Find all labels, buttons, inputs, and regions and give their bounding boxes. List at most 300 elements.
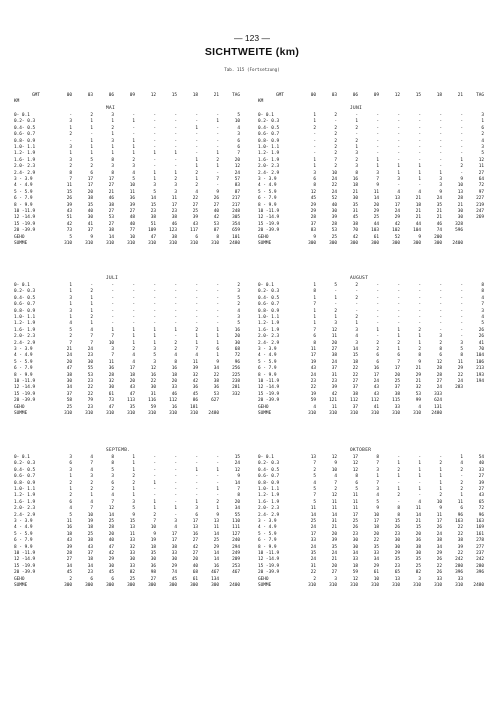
table-cell: 1 — [439, 170, 442, 176]
table-cell: 20 — [331, 531, 337, 537]
table-row — [258, 139, 494, 145]
table-cell: 300 — [85, 583, 93, 588]
table-cell: 87 — [213, 228, 219, 234]
table-cell: 38 — [66, 372, 72, 378]
table-cell: 11 — [66, 519, 72, 524]
table-cell: - — [313, 151, 316, 157]
table-cell: 247 — [476, 209, 484, 214]
table-cell: - — [216, 302, 219, 308]
table-cell: - — [418, 138, 421, 144]
table-row — [258, 158, 494, 164]
table-cell: 3 — [439, 177, 442, 182]
table-cell: 23 — [171, 209, 177, 214]
table-cell: 23 — [352, 531, 358, 537]
table-cell: 73 — [66, 228, 72, 234]
table-row — [14, 196, 250, 202]
table-cell: 1 — [439, 474, 442, 480]
table-cell: 242 — [476, 557, 484, 563]
table-row — [258, 190, 494, 196]
table-cell: 7 — [313, 461, 316, 467]
row-label: 8 - 9.9 — [258, 544, 277, 550]
table-cell: 300 — [371, 241, 379, 246]
table-cell: 1 — [376, 327, 379, 333]
table-row — [258, 228, 494, 234]
table-cell: 24 — [331, 551, 337, 556]
table-cell: 39 — [331, 385, 337, 391]
table-cell: 28 — [108, 372, 114, 378]
table-cell: 1 — [313, 157, 316, 163]
table-cell: 310 — [190, 411, 198, 416]
table-row — [14, 506, 250, 512]
table-cell: 328 — [455, 221, 463, 227]
table-cell: 217 — [232, 202, 240, 208]
table-cell: 11 — [129, 189, 135, 195]
table-cell: 1 — [195, 164, 198, 170]
table-cell: 42 — [192, 379, 198, 384]
gmt-label: GMT — [276, 93, 284, 98]
table-cell: 12 — [234, 164, 240, 170]
table-cell: 74 — [171, 570, 177, 576]
table-cell: 47 — [66, 366, 72, 372]
table-cell: 42 — [213, 215, 219, 221]
table-cell: 25 — [373, 215, 379, 221]
table-cell: 59 — [150, 404, 156, 410]
table-cell: 30 — [234, 340, 240, 346]
table-cell: - — [460, 334, 463, 340]
table-cell: 13 — [394, 576, 400, 582]
month-name: SEPTEMB. — [106, 448, 131, 453]
table-cell: 47 — [108, 404, 114, 410]
table-cell: 20 — [331, 563, 337, 569]
table-cell: 52 — [394, 234, 400, 240]
table-row — [258, 385, 494, 391]
table-cell: 2 — [334, 145, 337, 150]
table-cell: 2400 — [229, 583, 240, 588]
table-cell: 3 — [334, 576, 337, 582]
table-cell: 2 — [418, 347, 421, 352]
row-label: SUMME — [258, 241, 272, 246]
table-cell: 5 — [237, 113, 240, 118]
table-cell: 39 — [66, 202, 72, 208]
table-cell: 8 — [397, 506, 400, 512]
table-cell: - — [216, 315, 219, 320]
table-cell: - — [153, 132, 156, 138]
table-cell: - — [460, 321, 463, 327]
table-cell: 9 — [216, 189, 219, 195]
table-cell: 1 — [132, 138, 135, 144]
table-cell: - — [460, 302, 463, 308]
table-cell: - — [439, 315, 442, 320]
table-cell: 1 — [216, 119, 219, 125]
row-label: 0.2- 0.3 — [258, 119, 280, 125]
table-row — [14, 577, 250, 583]
table-cell: 5 — [355, 487, 358, 492]
table-cell: 33 — [129, 563, 135, 569]
table-cell: 1 — [397, 487, 400, 492]
table-cell: 2 — [174, 340, 177, 346]
table-cell: 23 — [310, 379, 316, 384]
table-cell: - — [439, 132, 442, 138]
table-cell: 3 — [132, 164, 135, 170]
row-label: 0.4- 0.5 — [14, 295, 36, 301]
table-cell: 42 — [394, 221, 400, 227]
table-cell: 1 — [313, 283, 316, 288]
table-cell: 24 — [331, 177, 337, 182]
table-cell: 31 — [331, 372, 337, 378]
table-cell: 310 — [148, 411, 156, 416]
table-cell: 1 — [132, 493, 135, 499]
table-cell: 68 — [234, 347, 240, 352]
table-cell: 2 — [132, 347, 135, 352]
table-cell: 310 — [350, 411, 358, 416]
table-cell: 1 — [313, 164, 316, 170]
table-cell: 48 — [129, 215, 135, 221]
row-label: GEHO — [258, 234, 269, 240]
row-label: 5 - 5.9 — [258, 189, 277, 195]
row-label: 2.0- 2.3 — [14, 334, 36, 340]
table-cell: 3 — [334, 321, 337, 327]
row-label: 15 -19.9 — [258, 221, 280, 227]
table-cell: 310 — [85, 241, 93, 246]
table-cell: 33 — [457, 576, 463, 582]
table-cell: 467 — [232, 570, 240, 576]
table-cell: 3 — [153, 359, 156, 365]
table-cell: 98 — [150, 570, 156, 576]
table-cell: - — [216, 170, 219, 176]
table-cell: 12 — [310, 189, 316, 195]
table-cell: - — [153, 321, 156, 327]
row-label: 15 -19.9 — [14, 563, 36, 569]
table-cell: 86 — [192, 398, 198, 404]
table-cell: 1 — [418, 474, 421, 480]
table-cell: 23 — [87, 404, 93, 410]
hour-header: 15 — [415, 93, 421, 98]
table-cell: 11 — [310, 347, 316, 352]
table-cell: 310 — [211, 241, 219, 246]
table-cell: 1 — [216, 467, 219, 473]
table-row — [14, 215, 250, 221]
table-cell: 15 — [129, 519, 135, 524]
table-cell: 38 — [457, 538, 463, 544]
table-row — [14, 360, 250, 366]
table-cell: 1 — [418, 164, 421, 170]
table-cell: 41 — [373, 404, 379, 410]
table-cell: - — [439, 455, 442, 460]
table-row — [258, 309, 494, 315]
table-cell: 45 — [192, 391, 198, 397]
row-label: 0.4- 0.5 — [258, 295, 280, 301]
table-cell: 57 — [234, 177, 240, 182]
table-cell: 21 — [415, 215, 421, 221]
hour-header: 00 — [310, 93, 316, 98]
table-cell: 248 — [232, 209, 240, 214]
table-cell: - — [111, 283, 114, 288]
table-cell: 4 — [174, 525, 177, 531]
table-cell: - — [195, 145, 198, 150]
table-row — [14, 411, 250, 417]
table-cell: 40 — [213, 209, 219, 214]
table-cell: 13 — [310, 455, 316, 460]
table-cell: - — [90, 132, 93, 138]
table-cell: 5 — [90, 157, 93, 163]
row-label: 12 -14.9 — [258, 385, 280, 391]
table-cell: 39 — [331, 538, 337, 544]
table-cell: 659 — [232, 228, 240, 234]
table-cell: 30 — [394, 544, 400, 550]
table-cell: 11 — [457, 499, 463, 505]
table-cell: 8 — [111, 170, 114, 176]
table-cell: - — [216, 308, 219, 314]
table-cell: 22 — [457, 525, 463, 531]
table-cell: 1 — [153, 480, 156, 486]
table-cell: 310 — [64, 411, 72, 416]
table-cell: 2 — [174, 347, 177, 352]
table-cell: 96 — [457, 512, 463, 518]
table-cell: 4 — [90, 499, 93, 505]
table-cell: 82 — [415, 570, 421, 576]
table-cell: 22 — [457, 551, 463, 556]
table-cell: - — [418, 151, 421, 157]
table-cell: 33 — [310, 538, 316, 544]
table-cell: 17 — [129, 366, 135, 372]
table-cell: 3 — [397, 177, 400, 182]
table-cell: 1 — [90, 138, 93, 144]
row-label: 1.2- 1.9 — [14, 321, 36, 327]
table-cell: - — [153, 283, 156, 288]
row-label: 20 -39.9 — [258, 228, 280, 234]
table-cell: 1 — [216, 164, 219, 170]
row-label: 8 - 9.9 — [14, 372, 33, 378]
table-cell: 17 — [352, 455, 358, 460]
table-cell: 238 — [232, 379, 240, 384]
table-cell: 35 — [373, 544, 379, 550]
table-cell: 7 — [376, 480, 379, 486]
table-cell: 7 — [90, 461, 93, 467]
table-cell: 13 — [192, 525, 198, 531]
table-cell: 22 — [436, 563, 442, 569]
table-cell: 219 — [476, 202, 484, 208]
table-cell: - — [174, 295, 177, 301]
table-cell: 1 — [418, 334, 421, 340]
table-cell: - — [439, 302, 442, 308]
table-cell: 2 — [355, 157, 358, 163]
row-label: 0.4- 0.5 — [14, 467, 36, 473]
table-cell: 4 — [418, 404, 421, 410]
row-label: GEHO — [14, 234, 25, 240]
table-cell: 22 — [331, 183, 337, 189]
table-cell: 25 — [129, 576, 135, 582]
table-cell: 38 — [171, 544, 177, 550]
row-label: 15 -19.9 — [14, 391, 36, 397]
table-cell: 35 — [331, 544, 337, 550]
table-cell: 131 — [434, 404, 442, 410]
hour-header: TAG — [476, 93, 484, 98]
table-cell: 115 — [392, 398, 400, 404]
table-cell: - — [418, 289, 421, 295]
table-cell: 38 — [352, 221, 358, 227]
row-label: 0.6- 0.7 — [14, 474, 36, 480]
row-label: 4 - 4.9 — [14, 525, 33, 531]
table-cell: 109 — [148, 228, 156, 234]
table-cell: 11 — [331, 506, 337, 512]
table-cell: 4 — [237, 125, 240, 131]
table-cell: 103 — [371, 228, 379, 234]
table-cell: 2 — [334, 164, 337, 170]
table-cell: 1 — [132, 487, 135, 492]
table-cell: 10 — [108, 340, 114, 346]
row-label: GEHO — [258, 576, 269, 582]
table-cell: 7 — [90, 506, 93, 512]
table-cell: - — [397, 119, 400, 125]
table-cell: - — [397, 308, 400, 314]
table-row — [14, 334, 250, 340]
table-cell: - — [418, 157, 421, 163]
table-cell: 6 — [90, 170, 93, 176]
table-cell: 6 — [69, 499, 72, 505]
table-cell: 79 — [87, 398, 93, 404]
table-cell: 5 — [481, 321, 484, 327]
table-cell: 1 — [69, 315, 72, 320]
hour-header: 06 — [108, 93, 114, 98]
table-cell: 1 — [418, 340, 421, 346]
row-label: 6 - 7.9 — [258, 538, 277, 544]
table-cell: 6 — [481, 125, 484, 131]
table-cell: 112 — [371, 398, 379, 404]
table-cell: 30 — [352, 196, 358, 202]
table-cell: 42 — [66, 221, 72, 227]
row-label: 2.0- 2.3 — [258, 334, 280, 340]
table-cell: 36 — [108, 366, 114, 372]
table-cell: 2 — [334, 151, 337, 157]
table-cell: 21 — [415, 196, 421, 202]
table-cell: 29 — [436, 551, 442, 556]
table-cell: - — [460, 289, 463, 295]
table-cell: 36 — [415, 538, 421, 544]
table-cell: 36 — [129, 196, 135, 202]
row-label: 1.2- 1.9 — [14, 493, 36, 499]
row-label: 15 -19.9 — [258, 391, 280, 397]
table-cell: 163 — [476, 519, 484, 524]
table-cell: 27 — [331, 570, 337, 576]
table-cell: 2 — [237, 283, 240, 288]
table-cell: 9 — [376, 506, 379, 512]
table-cell: 43 — [373, 385, 379, 391]
table-cell: 209 — [232, 557, 240, 563]
table-cell: 4 — [418, 189, 421, 195]
table-cell: 1 — [313, 113, 316, 118]
table-cell: 2 — [439, 340, 442, 346]
table-cell: 21 — [352, 189, 358, 195]
table-cell: 7 — [195, 347, 198, 352]
row-label: 2.0- 2.3 — [258, 506, 280, 512]
table-cell: 1 — [132, 145, 135, 150]
table-row — [258, 151, 494, 157]
table-cell: 24 — [331, 359, 337, 365]
table-cell: 9 — [418, 359, 421, 365]
table-cell: 73 — [108, 398, 114, 404]
hour-header: 21 — [213, 93, 219, 98]
table-cell: - — [216, 321, 219, 327]
table-row — [14, 315, 250, 321]
table-cell: 1 — [153, 170, 156, 176]
table-cell: 96 — [234, 359, 240, 365]
row-label: 0.2- 0.3 — [258, 289, 280, 295]
table-cell: 17 — [87, 177, 93, 182]
row-label: 0.8- 0.9 — [14, 138, 36, 144]
table-cell: - — [376, 308, 379, 314]
table-cell: 4 — [418, 499, 421, 505]
table-cell: - — [460, 138, 463, 144]
table-cell: 2 — [237, 302, 240, 308]
table-cell: 39 — [129, 202, 135, 208]
table-cell: 3 — [69, 157, 72, 163]
table-cell: - — [153, 157, 156, 163]
table-cell: 28 — [66, 551, 72, 556]
table-cell: - — [418, 295, 421, 301]
table-cell: 2 — [90, 289, 93, 295]
table-cell: 300 — [329, 241, 337, 246]
table-cell: - — [376, 138, 379, 144]
row-label: 5 - 5.9 — [14, 359, 33, 365]
table-cell: 1 — [111, 151, 114, 157]
table-cell: 10 — [331, 467, 337, 473]
row-label: 3 - 3.9 — [258, 177, 277, 182]
table-cell: - — [313, 132, 316, 138]
column-header — [14, 93, 250, 107]
table-cell: 4 — [174, 353, 177, 359]
row-label: 6 - 7.9 — [258, 366, 277, 372]
gmt-label: GMT — [32, 93, 40, 98]
table-cell: 53 — [213, 221, 219, 227]
table-cell: 2 — [376, 347, 379, 352]
table-cell: 5 — [481, 151, 484, 157]
table-row — [14, 289, 250, 295]
table-cell: 27 — [213, 202, 219, 208]
table-cell: 163 — [455, 519, 463, 524]
table-cell: 38 — [436, 538, 442, 544]
table-cell: 106 — [476, 359, 484, 365]
hour-header: 21 — [457, 93, 463, 98]
table-cell: 3 — [195, 506, 198, 512]
table-cell: 5 — [334, 283, 337, 288]
row-label: 1.0- 1.1 — [14, 487, 36, 492]
table-cell: 101 — [232, 234, 240, 240]
table-row — [14, 139, 250, 145]
table-cell: 300 — [413, 241, 421, 246]
row-label: 0.8- 0.9 — [258, 138, 280, 144]
table-cell: - — [153, 145, 156, 150]
table-cell: 19 — [150, 538, 156, 544]
table-cell: - — [195, 113, 198, 118]
table-cell: - — [460, 125, 463, 131]
table-cell: - — [397, 125, 400, 131]
table-cell: 15 — [352, 353, 358, 359]
table-cell: 46 — [171, 391, 177, 397]
table-cell: 3 — [69, 145, 72, 150]
table-cell: 2 — [334, 138, 337, 144]
table-cell: 300 — [148, 583, 156, 588]
table-cell: 2 — [132, 480, 135, 486]
row-label: 10 -11.9 — [14, 209, 36, 214]
table-cell: - — [418, 321, 421, 327]
table-cell: 1 — [111, 119, 114, 125]
table-cell: 104 — [476, 353, 484, 359]
table-cell: 8 — [418, 353, 421, 359]
table-cell: - — [439, 164, 442, 170]
table-cell: - — [460, 474, 463, 480]
table-cell: 30 — [150, 385, 156, 391]
table-cell: 58 — [66, 398, 72, 404]
